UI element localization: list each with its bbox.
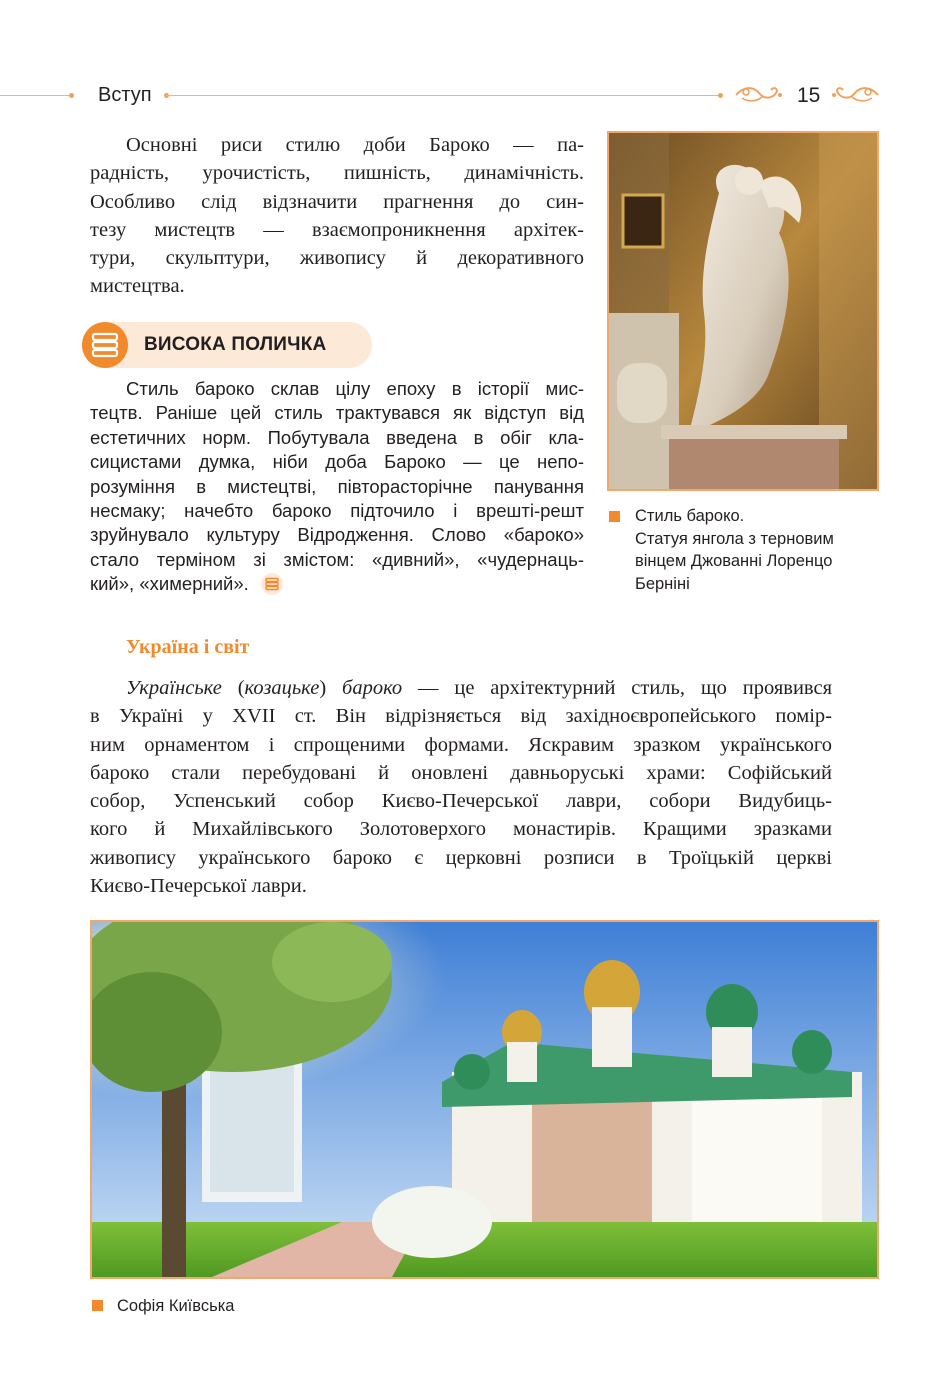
text-line: кого й Михайлівського Золотоверхого монастирів. Кращими зразками bbox=[90, 818, 832, 841]
text-line: розуміння в мистецтві, півторасторічне панування bbox=[90, 475, 584, 497]
text-fragment: — це архітектурний стиль, що проявився bbox=[402, 677, 832, 699]
text-line: Українське (козацьке) бароко — це архітектурний стиль, що проявився bbox=[126, 677, 832, 699]
book-stack-icon bbox=[82, 322, 128, 368]
text-line: ним орнаментом і спрощеними формами. Яскравим зразком українського bbox=[90, 733, 832, 756]
sofia-photo-caption: Софія Київська bbox=[117, 1297, 235, 1315]
text-fragment: кий», «химерний». bbox=[90, 573, 249, 595]
text-line: бароко стали перебудовані й оновлені давньоруські храми: Софійський bbox=[90, 761, 832, 784]
sofia-cathedral-illustration bbox=[92, 922, 877, 1277]
header-dot bbox=[69, 93, 74, 98]
term-italic: козацьке bbox=[244, 677, 320, 699]
header-rule-left bbox=[0, 95, 70, 96]
text-line: мистецтва. bbox=[90, 275, 185, 298]
section-heading: Україна і світ bbox=[126, 636, 250, 658]
text-line: тецтв. Раніше цей стиль трактувався як відступ від bbox=[90, 402, 584, 424]
header-rule-middle bbox=[166, 95, 720, 96]
caption-line: Статуя янгола з терновим bbox=[635, 529, 834, 548]
shelf-badge bbox=[82, 322, 128, 368]
intro-paragraph bbox=[90, 131, 584, 301]
header-dot bbox=[718, 93, 723, 98]
term-italic: Українське bbox=[126, 677, 222, 699]
angel-photo-caption bbox=[635, 505, 875, 595]
header-ornament-right-icon bbox=[830, 82, 880, 106]
shelf-paragraph bbox=[90, 377, 584, 597]
caption-line: вінцем Джованні Лоренцо bbox=[635, 552, 833, 570]
ukraine-paragraph bbox=[90, 674, 832, 900]
header-ornament-left-icon bbox=[734, 82, 784, 106]
text-line: Стиль бароко склав цілу епоху в історії мис- bbox=[126, 378, 584, 399]
text-line: несмаку; начебто бароко підточило і врешті-решт bbox=[90, 500, 584, 522]
text-line: зруйнувало культуру Відродження. Слово «бароко» bbox=[90, 524, 584, 546]
sofia-cathedral-photo bbox=[90, 920, 879, 1279]
text-line: в Україні у XVII ст. Він відрізняється від західноєвропейського помір- bbox=[90, 705, 832, 728]
angel-statue-photo bbox=[607, 131, 879, 491]
caption-bullet bbox=[92, 1300, 103, 1311]
angel-statue-illustration bbox=[609, 133, 877, 489]
text-line: Основні риси стилю доби Бароко — па- bbox=[126, 134, 584, 156]
text-line: живопису українського бароко є церковні розписи в Троїцькій церкві bbox=[90, 846, 832, 869]
text-line: Особливо слід відзначити прагнення до син- bbox=[90, 190, 584, 213]
caption-line: Берніні bbox=[635, 574, 690, 593]
caption-bullet bbox=[609, 511, 620, 522]
text-line: тури, скульптури, живопису й декоративного bbox=[90, 247, 584, 270]
text-line bbox=[90, 572, 584, 596]
text-line: собор, Успенський собор Києво-Печерської лаври, собори Видубиць- bbox=[90, 790, 832, 813]
term-italic: бароко bbox=[342, 677, 403, 699]
page-number: 15 bbox=[797, 84, 821, 107]
text-line: естетичних норм. Побутувала введена в обіг кла- bbox=[90, 426, 584, 448]
text-line: сицистами думка, ніби доба Бароко — це непо- bbox=[90, 451, 584, 473]
book-stack-icon bbox=[260, 572, 284, 596]
text-line: радність, урочистість, пишність, динамічність. bbox=[90, 162, 584, 185]
section-name: Вступ bbox=[98, 84, 152, 106]
text-line: Києво-Печерської лаври. bbox=[90, 875, 307, 898]
shelf-title: ВИСОКА ПОЛИЧКА bbox=[144, 334, 327, 355]
text-line: тезу мистецтв — взаємопроникнення архітек- bbox=[90, 218, 584, 241]
caption-line: Стиль бароко. bbox=[635, 507, 745, 525]
text-line: стало терміном зі змістом: «дивний», «чудернаць- bbox=[90, 548, 584, 570]
